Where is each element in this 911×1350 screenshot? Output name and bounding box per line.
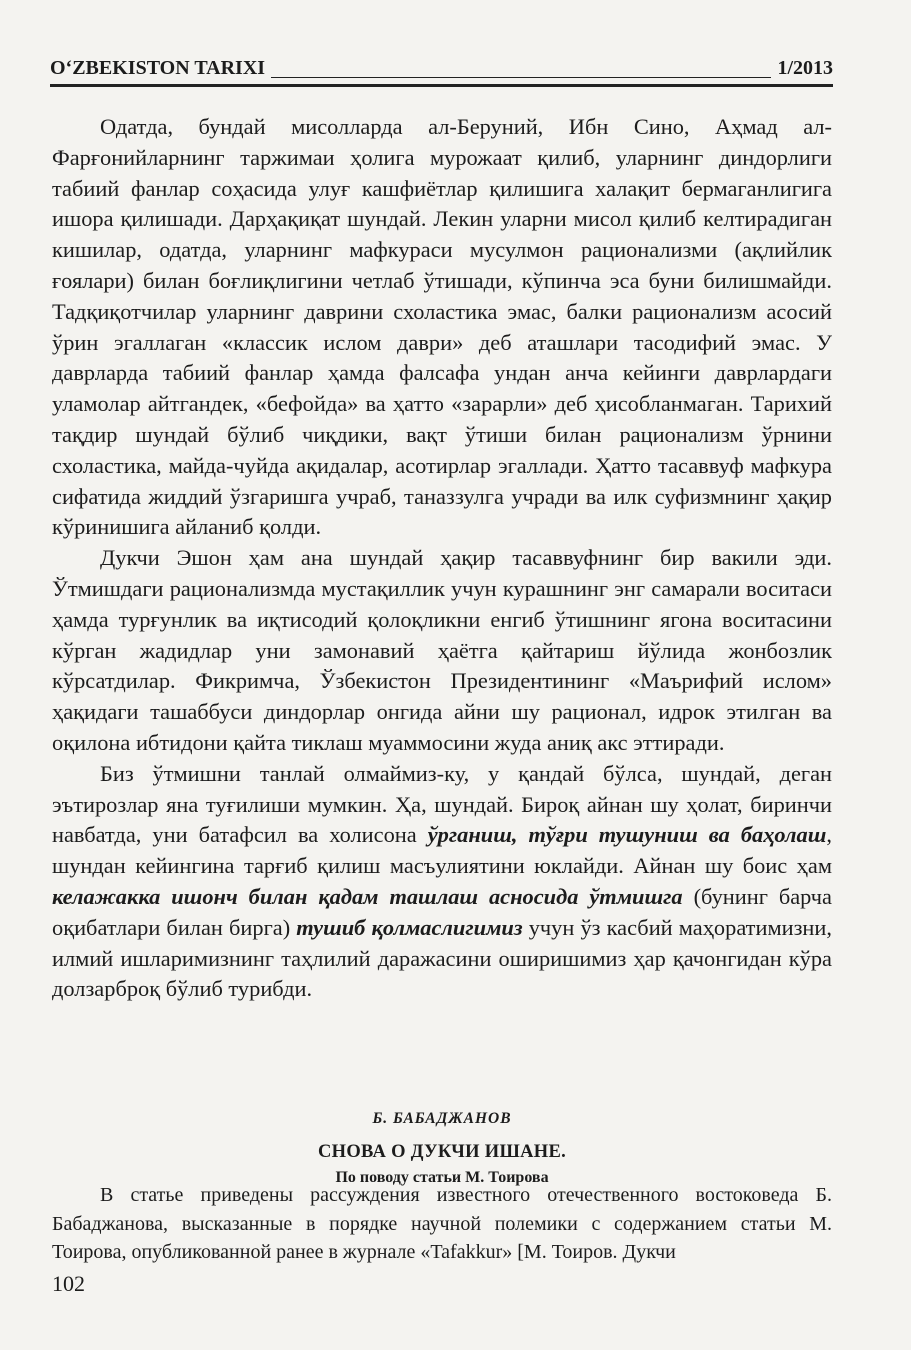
main-body-text xyxy=(52,112,832,1005)
text-run: , шундан кейингина тарғиб қилиш масъулиятини юклайди. Айнан шу боис ҳам xyxy=(52,822,832,879)
emphasized-text: тушиб қолмаслигимиз xyxy=(296,914,523,940)
emphasized-text: келажакка ишонч билан қадам ташлаш асносида ўтмишга xyxy=(52,883,683,909)
running-header xyxy=(50,50,833,87)
article-abstract xyxy=(52,1181,832,1267)
emphasized-text: ўрганиш, тўғри тушуниш ва баҳолаш xyxy=(427,822,827,848)
text-run: Дукчи Эшон ҳам ана шундай ҳақир тасаввуфнинг бир вакили эди. Ўтмишдаги рационализмда мустақиллик учун курашнинг энг самарали воситаси ҳамда турғунлик ва иқтисодий қолоқликни енгиб ўтишнинг ягона воситасини кўрган жадидлар уни замонавий ҳаётга қайтариш йўлида жонбозлик кўрсатдилар. Фикримча, Ўзбекистон Президентининг «Маърифий ислом» ҳақидаги ташаббуси диндорлар онгида айни шу рационал, идрок этилган ва оқилона ибтидони қайта тиклаш муаммосини жуда аниқ акс эттиради. xyxy=(52,545,832,755)
article-title: СНОВА О ДУКЧИ ИШАНЕ. xyxy=(317,1142,567,1162)
header-rule xyxy=(271,77,771,78)
article-author: Б. БАБАДЖАНОВ xyxy=(372,1110,512,1127)
text-run: учун ўз касбий маҳоратимизни, илмий ишларимизнинг таҳлилий даражасини оширишимиз ҳар қачонгидан кўра долзарброқ бўлиб турибди. xyxy=(52,914,832,1002)
article-subtitle: По поводу статьи М. Тоирова xyxy=(335,1169,549,1186)
journal-title: O‘ZBEKISTON TARIXI xyxy=(50,57,266,79)
paragraph xyxy=(52,543,832,759)
page-number: 102 xyxy=(52,1271,85,1296)
abstract-paragraph: В статье приведены рассуждения известного отечественного востоковеда Б. Бабаджанова, высказанные в порядке научной полемики с содержанием статьи М. Тоирова, опубликованной ранее в журнале «Tafakkur» [М. Тоиров. Дукчи xyxy=(52,1184,832,1263)
text-run: Одатда, бундай мисолларда ал-Беруний, Ибн Сино, Аҳмад ал-Фарғонийларнинг таржимаи ҳолига мурожаат қилиб, уларнинг диндорлиги табиий фанлар соҳасида улуғ кашфиётлар қилишига халақит бермаганлигига ишора қилишади. Дарҳақиқат шундай. Лекин уларни мисол қилиб келтирадиган кишилар, одатда, уларнинг мафкураси мусулмон рационализми (ақлийлик ғоялари) билан боғлиқлигини четлаб ўтишади, кўпинча эса буни билишмайди. Тадқиқотчилар уларнинг даврини схоластика эмас, балки рационализм асосий ўрин эгаллаган «классик ислом даври» деб аташлари тасодифий эмас. У даврларда табиий фанлар ҳамда фалсафа ундан анча кейинги даврлардаги уламолар айтгандек, «бефойда» ва ҳатто «зарарли» деб ҳисобланмаган. Тарихий тақдир шундай бўлиб чиқдики, вақт ўтиши билан рационализм ўрнини схоластика, майда-чуйда ақидалар, асотирлар эгаллади. Ҳатто тасаввуф мафкура сифатида жиддий ўзгаришга учраб, таназзулга учради ва илк суфизмнинг ҳақир кўринишига айланиб қолди. xyxy=(52,114,832,540)
text-run: (бунинг барча оқибатлари билан бирга) xyxy=(52,883,832,940)
issue-number: 1/2013 xyxy=(777,57,833,79)
paragraph xyxy=(52,759,832,1005)
text-run: Биз ўтмишни танлай олмаймиз-ку, у қандай бўлса, шундай, деган эътирозлар яна туғилиши мумкин. Ҳа, шундай. Бироқ айнан шу ҳолат, биринчи навбатда, уни батафсил ва холисона xyxy=(52,760,832,848)
paragraph xyxy=(52,112,832,543)
article-heading xyxy=(52,1110,832,1187)
